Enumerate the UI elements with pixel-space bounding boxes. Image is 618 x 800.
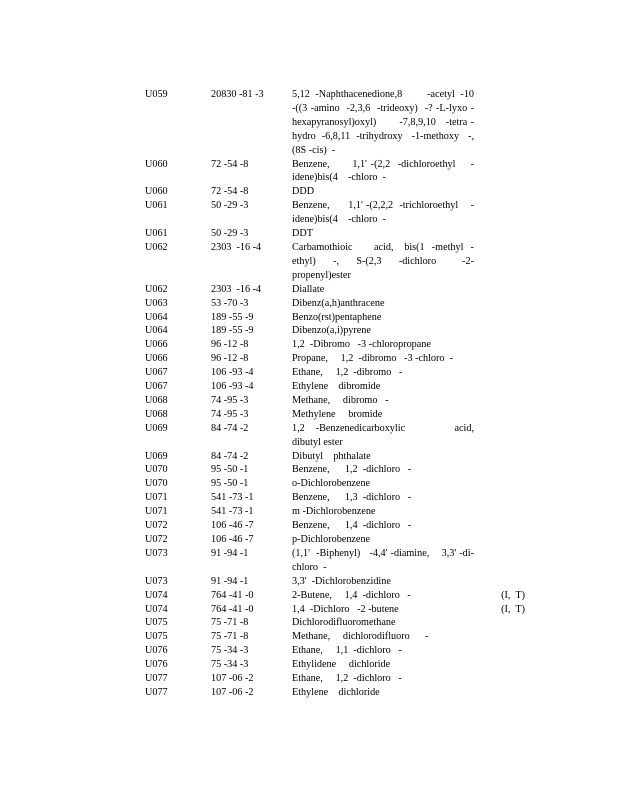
hazardous-waste-table xyxy=(145,88,525,700)
cas-number-cell: 106 -93 -4 xyxy=(211,381,254,393)
table-row xyxy=(145,644,525,658)
cas-number-cell: 2303 -16 -4 xyxy=(211,283,262,295)
waste-code-cell: U068 xyxy=(145,408,168,420)
cas-number-cell: 50 -29 -3 xyxy=(211,200,249,212)
waste-code-cell: U069 xyxy=(145,450,168,462)
table-row xyxy=(145,283,525,297)
substance-name-cell: 5,12 -Naphthacenedione,8 -acetyl -10 -((3 -amino -2,3,6 -trideoxy) -? -L-lyxo -hexapyranosyl)oxyl) -7,8,9,10 -tetra -hydro -6,8,11 -trihydroxy -1-methoxy -,(8S -cis) - xyxy=(292,89,477,156)
waste-code-cell: U070 xyxy=(145,464,168,476)
cas-number-cell: 75 -34 -3 xyxy=(211,645,249,657)
cas-number-cell: 75 -34 -3 xyxy=(211,659,249,671)
table-row xyxy=(145,505,525,519)
substance-name-cell: Benzene, 1,2 -dichloro - xyxy=(292,464,412,476)
substance-name-cell: Propane, 1,2 -dibromo -3 -chloro - xyxy=(292,353,453,365)
waste-code-cell: U060 xyxy=(145,158,168,170)
table-row xyxy=(145,324,525,338)
waste-code-cell: U064 xyxy=(145,325,168,337)
reference-cell: (I, T) xyxy=(501,589,525,601)
waste-code-cell: U062 xyxy=(145,241,168,253)
substance-name-cell: DDD xyxy=(292,186,315,198)
table-row xyxy=(145,199,525,227)
table-row xyxy=(145,297,525,311)
table-row xyxy=(145,658,525,672)
waste-code-cell: U067 xyxy=(145,381,168,393)
table-row xyxy=(145,603,525,617)
waste-code-cell: U077 xyxy=(145,673,168,685)
waste-code-cell: U074 xyxy=(145,603,168,615)
cas-number-cell: 764 -41 -0 xyxy=(211,589,254,601)
table-row xyxy=(145,533,525,547)
waste-code-cell: U061 xyxy=(145,200,168,212)
cas-number-cell: 106 -46 -7 xyxy=(211,520,254,532)
waste-code-cell: U059 xyxy=(145,89,168,100)
cas-number-cell: 91 -94 -1 xyxy=(211,575,249,587)
substance-name-cell: Dibenz(a,h)anthracene xyxy=(292,297,385,309)
waste-code-cell: U075 xyxy=(145,631,168,643)
cas-number-cell: 107 -06 -2 xyxy=(211,686,254,698)
table-row xyxy=(145,477,525,491)
cas-number-cell: 106 -93 -4 xyxy=(211,367,254,379)
table-row xyxy=(145,352,525,366)
waste-code-cell: U074 xyxy=(145,589,168,601)
substance-name-cell: (1,1' -Biphenyl) -4,4' -diamine, 3,3' -di-chloro - xyxy=(292,547,474,573)
cas-number-cell: 2303 -16 -4 xyxy=(211,241,262,253)
waste-code-cell: U069 xyxy=(145,422,168,434)
waste-code-cell: U073 xyxy=(145,547,168,559)
substance-name-cell: Ethane, 1,1 -dichloro - xyxy=(292,645,402,657)
substance-name-cell: Benzene, 1,3 -dichloro - xyxy=(292,492,412,504)
cas-number-cell: 107 -06 -2 xyxy=(211,673,254,685)
table-row xyxy=(145,227,525,241)
waste-code-cell: U071 xyxy=(145,506,168,518)
waste-code-cell: U060 xyxy=(145,186,168,198)
cas-number-cell: 106 -46 -7 xyxy=(211,534,254,545)
waste-code-cell: U076 xyxy=(145,645,168,657)
table-row xyxy=(145,185,525,199)
table-row xyxy=(145,338,525,352)
waste-code-cell: U067 xyxy=(145,367,168,379)
table-row xyxy=(145,88,525,158)
substance-name-cell: Ethane, 1,2 -dichloro - xyxy=(292,673,402,685)
table-row xyxy=(145,241,525,283)
table-row xyxy=(145,547,525,575)
substance-name-cell: Ethylidene dichloride xyxy=(292,659,391,671)
table-row xyxy=(145,394,525,408)
table-row xyxy=(145,450,525,464)
cas-number-cell: 53 -70 -3 xyxy=(211,297,249,309)
reference-cell: (I, T) xyxy=(501,603,525,615)
waste-code-cell: U070 xyxy=(145,478,168,490)
waste-code-cell: U064 xyxy=(145,311,168,323)
substance-name-cell: 2-Butene, 1,4 -dichloro - xyxy=(292,589,411,601)
table-row xyxy=(145,463,525,477)
waste-code-cell: U075 xyxy=(145,617,168,629)
substance-name-cell: Methylene bromide xyxy=(292,408,383,420)
cas-number-cell: 91 -94 -1 xyxy=(211,547,249,559)
cas-number-cell: 96 -12 -8 xyxy=(211,339,249,351)
substance-name-cell: Benzene, 1,1' -(2,2 -dichloroethyl -idene)bis(4 -chloro - xyxy=(292,158,474,184)
cas-number-cell: 541 -73 -1 xyxy=(211,492,254,504)
table-row xyxy=(145,630,525,644)
substance-name-cell: 1,2 -Dibromo -3 -chloropropane xyxy=(292,339,431,351)
cas-number-cell: 84 -74 -2 xyxy=(211,450,249,462)
substance-name-cell: Dibutyl phthalate xyxy=(292,450,371,462)
waste-code-cell: U062 xyxy=(145,283,168,295)
table-row xyxy=(145,158,525,186)
substance-name-cell: Ethylene dibromide xyxy=(292,381,381,393)
table-row xyxy=(145,575,525,589)
cas-number-cell: 189 -55 -9 xyxy=(211,325,254,337)
substance-name-cell: Benzene, 1,1' -(2,2,2 -trichloroethyl -idene)bis(4 -chloro - xyxy=(292,200,474,226)
waste-code-cell: U071 xyxy=(145,492,168,504)
substance-name-cell: o-Dichlorobenzene xyxy=(292,478,371,490)
cas-number-cell: 95 -50 -1 xyxy=(211,478,249,490)
table-row xyxy=(145,491,525,505)
substance-name-cell: p-Dichlorobenzene xyxy=(292,534,371,545)
cas-number-cell: 764 -41 -0 xyxy=(211,603,254,615)
table-row xyxy=(145,672,525,686)
cas-number-cell: 95 -50 -1 xyxy=(211,464,249,476)
table-row xyxy=(145,686,525,700)
waste-code-cell: U063 xyxy=(145,297,168,309)
substance-name-cell: 1,4 -Dichloro -2 -butene xyxy=(292,603,399,615)
cas-number-cell: 20830 -81 -3 xyxy=(211,89,264,100)
table-row xyxy=(145,311,525,325)
waste-code-cell: U061 xyxy=(145,228,168,240)
table-row xyxy=(145,408,525,422)
substance-name-cell: Ethane, 1,2 -dibromo - xyxy=(292,367,403,379)
table-row xyxy=(145,422,525,450)
waste-code-cell: U066 xyxy=(145,339,168,351)
substance-name-cell: Dibenzo(a,i)pyrene xyxy=(292,325,371,337)
cas-number-cell: 72 -54 -8 xyxy=(211,158,249,170)
waste-code-cell: U077 xyxy=(145,686,168,698)
cas-number-cell: 50 -29 -3 xyxy=(211,228,249,240)
substance-name-cell: 3,3' -Dichlorobenzidine xyxy=(292,575,391,587)
table-row xyxy=(145,519,525,533)
substance-name-cell: Benzene, 1,4 -dichloro - xyxy=(292,520,412,532)
cas-number-cell: 189 -55 -9 xyxy=(211,311,254,323)
cas-number-cell: 74 -95 -3 xyxy=(211,408,249,420)
table-row xyxy=(145,616,525,630)
cas-number-cell: 84 -74 -2 xyxy=(211,422,249,434)
waste-code-cell: U076 xyxy=(145,659,168,671)
table-row xyxy=(145,589,525,603)
waste-code-cell: U068 xyxy=(145,394,168,406)
cas-number-cell: 75 -71 -8 xyxy=(211,631,249,643)
substance-name-cell: DDT xyxy=(292,228,313,240)
cas-number-cell: 96 -12 -8 xyxy=(211,353,249,365)
substance-name-cell: Ethylene dichloride xyxy=(292,686,380,698)
substance-name-cell: Benzo(rst)pentaphene xyxy=(292,311,382,323)
cas-number-cell: 75 -71 -8 xyxy=(211,617,249,629)
substance-name-cell: m -Dichlorobenzene xyxy=(292,506,376,518)
waste-code-cell: U072 xyxy=(145,534,168,545)
waste-code-cell: U066 xyxy=(145,353,168,365)
substance-name-cell: 1,2 -Benzenedicarboxylic acid, dibutyl ester xyxy=(292,422,482,448)
waste-code-cell: U072 xyxy=(145,520,168,532)
substance-name-cell: Methane, dichlorodifluoro - xyxy=(292,631,429,643)
substance-name-cell: Diallate xyxy=(292,283,325,295)
substance-name-cell: Methane, dibromo - xyxy=(292,394,389,406)
waste-code-cell: U073 xyxy=(145,575,168,587)
substance-name-cell: Dichlorodifluoromethane xyxy=(292,617,396,629)
table-row xyxy=(145,380,525,394)
cas-number-cell: 72 -54 -8 xyxy=(211,186,249,198)
table-row xyxy=(145,366,525,380)
cas-number-cell: 74 -95 -3 xyxy=(211,394,249,406)
substance-name-cell: Carbamothioic acid, bis(1 -methyl -ethyl) -, S-(2,3 -dichloro -2-propenyl)ester xyxy=(292,241,474,281)
cas-number-cell: 541 -73 -1 xyxy=(211,506,254,518)
